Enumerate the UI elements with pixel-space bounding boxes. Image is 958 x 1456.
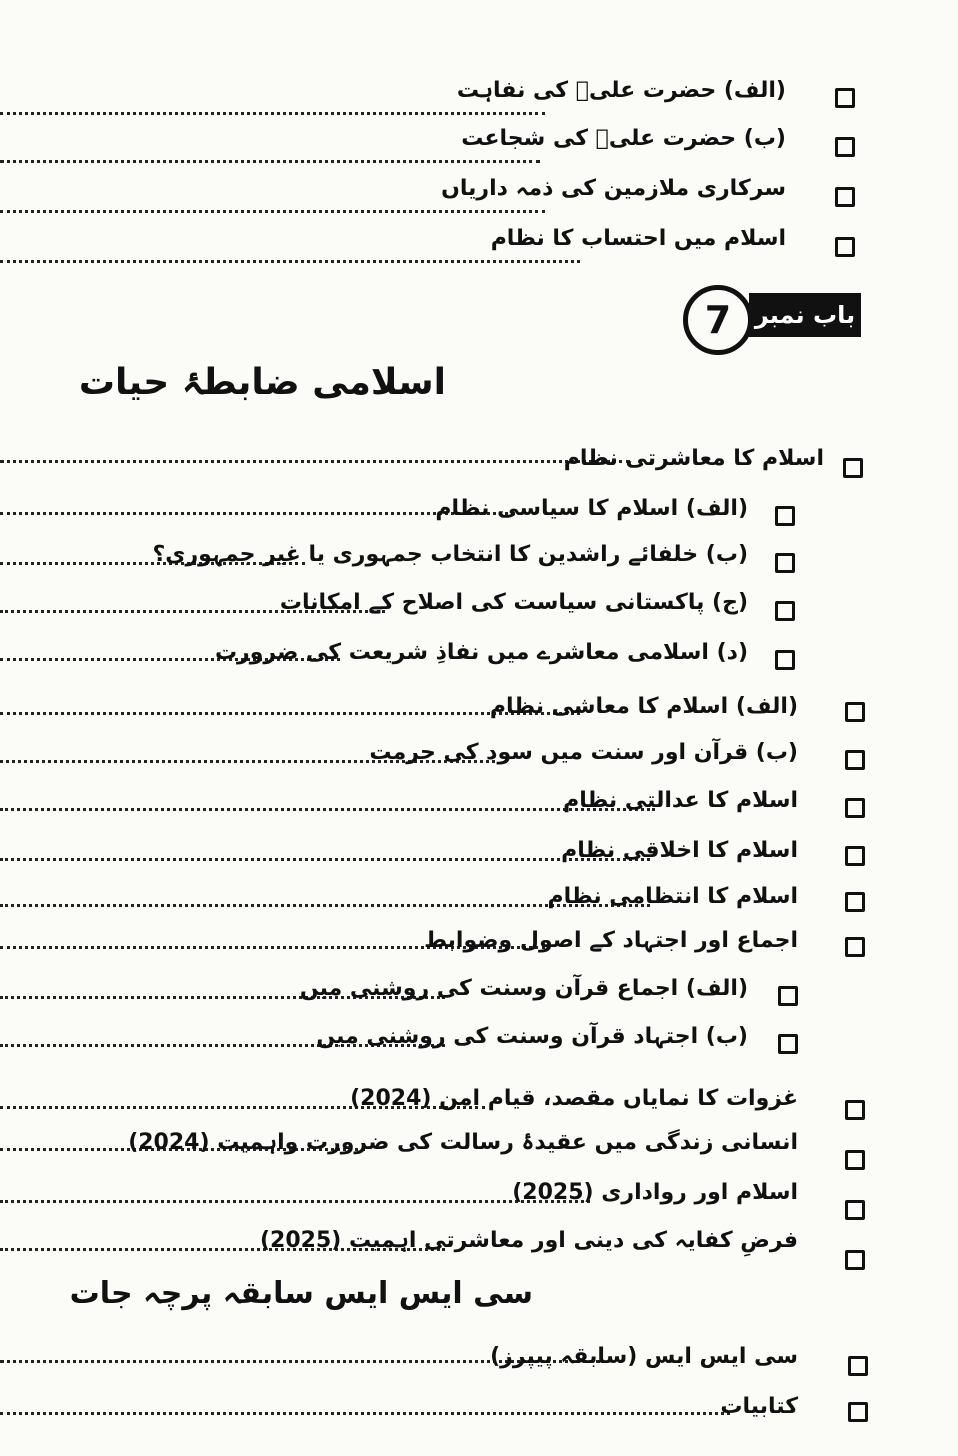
toc-entry[interactable]: (ب) قرآن اور سنت میں سود کی حرمت: [369, 740, 798, 765]
toc-entry[interactable]: اسلام کا انتظامی نظام: [547, 884, 798, 909]
leader-dots: [0, 260, 580, 263]
checkbox-icon[interactable]: [778, 1034, 798, 1054]
toc-entry[interactable]: سرکاری ملازمین کی ذمہ داریاں: [441, 176, 786, 201]
leader-dots: [0, 112, 545, 115]
checkbox-icon[interactable]: [845, 798, 865, 818]
checkbox-icon[interactable]: [778, 986, 798, 1006]
leader-dots: [0, 1200, 590, 1203]
leader-dots: [0, 808, 655, 811]
leader-dots: [0, 1412, 730, 1415]
leader-dots: [0, 460, 630, 463]
checkbox-icon[interactable]: [775, 601, 795, 621]
toc-entry[interactable]: اجماع اور اجتہاد کے اصول وضوابط: [424, 928, 798, 953]
toc-entry[interactable]: (ج) پاکستانی سیاست کی اصلاح کے امکانات: [279, 590, 748, 615]
toc-entry[interactable]: اسلام میں احتساب کا نظام: [490, 226, 786, 251]
checkbox-icon[interactable]: [845, 1100, 865, 1120]
toc-entry[interactable]: (ب) حضرت علیؓ کی شجاعت: [461, 126, 786, 151]
checkbox-icon[interactable]: [775, 506, 795, 526]
section-title: سی ایس ایس سابقہ پرچہ جات: [69, 1276, 533, 1311]
checkbox-icon[interactable]: [845, 892, 865, 912]
toc-entry[interactable]: سی ایس ایس (سابقہ پیپرز): [490, 1344, 798, 1369]
toc-entry[interactable]: اسلام اور رواداری (2025): [512, 1180, 798, 1205]
checkbox-icon[interactable]: [835, 137, 855, 157]
leader-dots: [0, 858, 650, 861]
checkbox-icon[interactable]: [845, 1200, 865, 1220]
checkbox-icon[interactable]: [848, 1356, 868, 1376]
checkbox-icon[interactable]: [835, 88, 855, 108]
checkbox-icon[interactable]: [835, 237, 855, 257]
leader-dots: [0, 210, 545, 213]
chapter-title: اسلامی ضابطۂ حیات: [78, 362, 446, 403]
toc-entry[interactable]: انسانی زندگی میں عقیدۂ رسالت کی ضرورت واہمیت (2024): [128, 1130, 798, 1155]
leader-dots: [0, 160, 540, 163]
toc-entry[interactable]: (الف) اسلام کا سیاسی نظام: [435, 496, 748, 521]
checkbox-icon[interactable]: [845, 846, 865, 866]
checkbox-icon[interactable]: [845, 1150, 865, 1170]
checkbox-icon[interactable]: [835, 187, 855, 207]
checkbox-icon[interactable]: [848, 1402, 868, 1422]
toc-entry[interactable]: (ب) خلفائے راشدین کا انتخاب جمہوری یا غیر جمہوری؟: [152, 542, 748, 567]
chapter-label: باب نمبر: [749, 293, 861, 337]
checkbox-icon[interactable]: [845, 937, 865, 957]
checkbox-icon[interactable]: [845, 1250, 865, 1270]
checkbox-icon[interactable]: [775, 553, 795, 573]
chapter-number: 7: [683, 285, 753, 355]
chapter-badge: [683, 285, 861, 345]
checkbox-icon[interactable]: [775, 650, 795, 670]
toc-entry[interactable]: (الف) اسلام کا معاشی نظام: [489, 694, 798, 719]
toc-entry[interactable]: کتابیات: [720, 1394, 798, 1419]
toc-entry[interactable]: (د) اسلامی معاشرے میں نفاذِ شریعت کی ضرورت: [214, 640, 748, 665]
toc-entry[interactable]: (الف) حضرت علیؓ کی نفاہت: [456, 78, 786, 103]
checkbox-icon[interactable]: [845, 750, 865, 770]
toc-entry[interactable]: اسلام کا اخلاقی نظام: [561, 838, 798, 863]
page-number-fragment: [280, 0, 320, 6]
checkbox-icon[interactable]: [843, 458, 863, 478]
toc-entry[interactable]: فرضِ کفایہ کی دینی اور معاشرتی اہمیت (2025): [259, 1228, 798, 1253]
toc-entry[interactable]: اسلام کا عدالتی نظام: [563, 788, 798, 813]
toc-entry[interactable]: (ب) اجتہاد قرآن وسنت کی روشنی میں: [316, 1024, 748, 1049]
toc-entry[interactable]: اسلام کا معاشرتی نظام: [563, 446, 824, 471]
toc-entry[interactable]: غزوات کا نمایاں مقصد، قیام امن (2024): [350, 1086, 798, 1111]
toc-entry[interactable]: (الف) اجماع قرآن وسنت کی روشنی میں: [299, 976, 748, 1001]
checkbox-icon[interactable]: [845, 702, 865, 722]
